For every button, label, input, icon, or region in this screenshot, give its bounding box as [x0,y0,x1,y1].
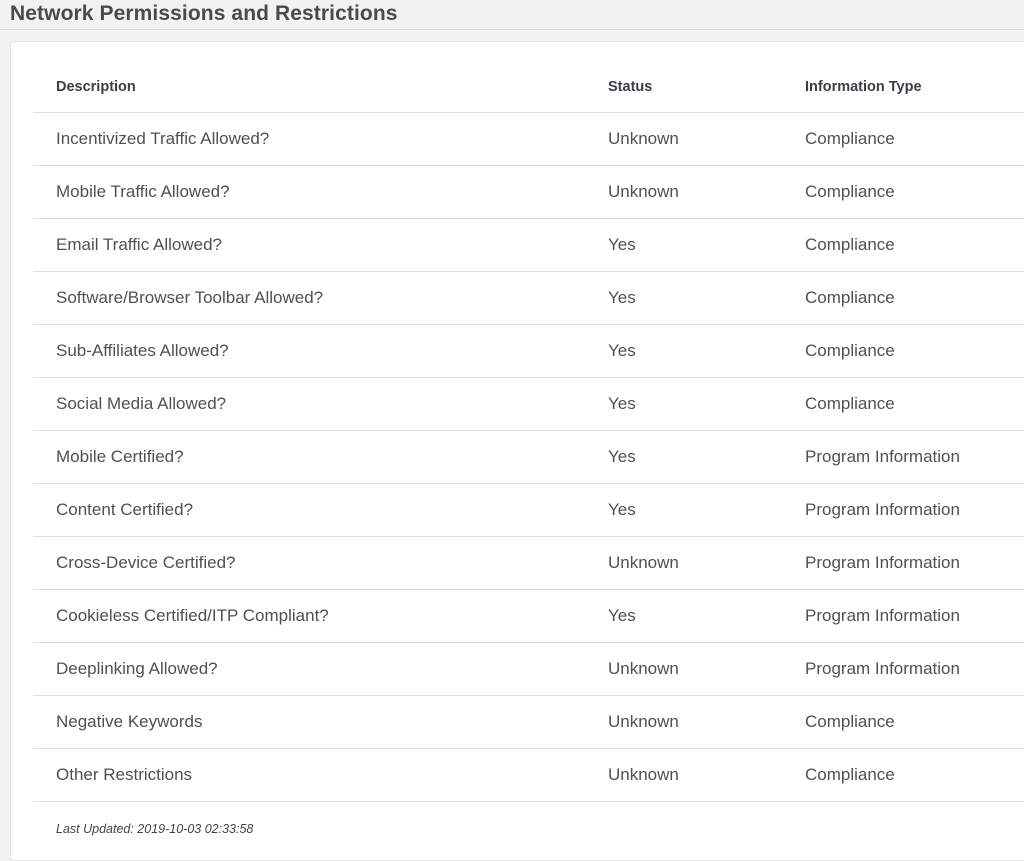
table-row [33,325,1024,378]
row-status: Yes [608,500,636,519]
row-status: Yes [608,341,636,360]
column-header-status[interactable]: Status [608,79,653,95]
table-row [33,166,1024,219]
row-description: Email Traffic Allowed? [56,235,222,254]
row-status: Yes [608,288,636,307]
row-status: Yes [608,235,636,254]
section-title: Network Permissions and Restrictions [10,2,398,25]
row-status: Unknown [608,129,679,148]
row-description: Incentivized Traffic Allowed? [56,129,270,148]
column-header-description[interactable]: Description [56,79,136,95]
table-row [33,431,1024,484]
permissions-table [33,62,1024,802]
row-information-type: Program Information [805,500,960,519]
table-header-row [33,62,1024,113]
title-divider [0,29,1024,30]
row-information-type: Program Information [805,553,960,572]
row-information-type: Compliance [805,341,895,360]
row-description: Content Certified? [56,500,194,519]
row-description: Other Restrictions [56,765,193,784]
table-row [33,113,1024,166]
table-row [33,749,1024,802]
row-description: Mobile Traffic Allowed? [56,182,230,201]
row-description: Deeplinking Allowed? [56,659,218,678]
row-status: Yes [608,447,636,466]
row-information-type: Program Information [805,606,960,625]
row-information-type: Compliance [805,394,895,413]
row-status: Unknown [608,182,679,201]
row-information-type: Compliance [805,129,895,148]
table-row [33,643,1024,696]
table-row [33,696,1024,749]
row-status: Unknown [608,765,679,784]
table-row [33,537,1024,590]
row-information-type: Compliance [805,235,895,254]
row-description: Software/Browser Toolbar Allowed? [56,288,324,307]
row-description: Social Media Allowed? [56,394,227,413]
row-information-type: Compliance [805,182,895,201]
table-row [33,272,1024,325]
row-status: Unknown [608,553,679,572]
table-row [33,219,1024,272]
row-status: Yes [608,394,636,413]
row-status: Unknown [608,659,679,678]
last-updated-note: Last Updated: 2019-10-03 02:33:58 [56,822,254,836]
permissions-panel [10,41,1024,861]
row-information-type: Compliance [805,765,895,784]
row-description: Mobile Certified? [56,447,184,466]
row-description: Sub-Affiliates Allowed? [56,341,229,360]
row-status: Unknown [608,712,679,731]
column-header-information-type[interactable]: Information Type [805,79,922,95]
row-description: Cookieless Certified/ITP Compliant? [56,606,329,625]
row-description: Negative Keywords [56,712,203,731]
row-description: Cross-Device Certified? [56,553,236,572]
table-row [33,590,1024,643]
row-information-type: Compliance [805,288,895,307]
row-information-type: Compliance [805,712,895,731]
table-row [33,484,1024,537]
row-status: Yes [608,606,636,625]
table-row [33,378,1024,431]
row-information-type: Program Information [805,659,960,678]
row-information-type: Program Information [805,447,960,466]
